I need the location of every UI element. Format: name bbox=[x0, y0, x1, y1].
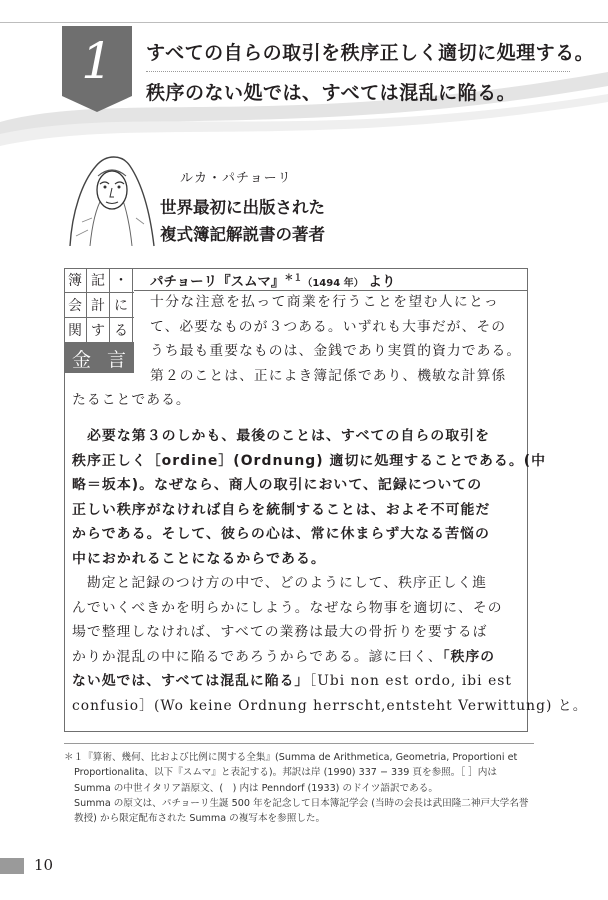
label-char-big: 言 bbox=[106, 348, 126, 371]
source-title: パチョーリ『スムマ』 bbox=[150, 274, 285, 290]
text-line bbox=[72, 669, 522, 694]
text-line: 中におかれることになるからである。 bbox=[72, 550, 326, 567]
text-line: 第２のことは、正によき簿記係であり、機敏な計算係 bbox=[150, 367, 507, 384]
footnote-line: Proportionalita、以下『スムマ』と表記する)。邦訳は岸 (1990) 337 − 339 頁を参照。［ ］内は bbox=[74, 767, 497, 779]
author-desc-line-2: 複式簿記解説書の著者 bbox=[160, 225, 325, 244]
footnote-line: ＊１『算術、幾何、比および比例に関する全集』(Summa de Arithmetica, Geometria, Proportioni et bbox=[64, 752, 518, 763]
headline-line-1: すべての自らの取引を秩序正しく適切に処理する。 bbox=[146, 42, 595, 64]
author-desc-line-1: 世界最初に出版された bbox=[160, 198, 325, 217]
label-char-big: 金 bbox=[71, 348, 91, 371]
text-line bbox=[72, 645, 522, 670]
footnotes bbox=[64, 750, 538, 826]
text-line: 秩序正しく［ordine］(Ordnung) 適切に処理することである。(中 bbox=[72, 452, 547, 469]
author-description bbox=[160, 194, 420, 248]
quote-paragraph-1 bbox=[72, 290, 522, 413]
headline-dotted-rule bbox=[146, 71, 570, 72]
footnote-line: Summa の中世イタリア語原文、( ) 内は Penndorf (1933) のドイツ語訳である。 bbox=[74, 782, 438, 794]
latin-original: ［Ubi non est ordo, ibi est bbox=[309, 673, 513, 690]
footnote-line: 教授) から限定配布された Summa の複写本を参照した。 bbox=[74, 813, 326, 825]
footnote-rule bbox=[64, 743, 534, 744]
text-line: 勘定と記録のつけ方の中で、どのようにして、秩序正しく進 bbox=[72, 575, 488, 591]
text-line: たることである。 bbox=[72, 392, 191, 409]
proverb-emphasis: ない処では、すべては混乱に陥る」 bbox=[72, 673, 310, 690]
text-line: 略＝坂本)。なぜなら、商人の取引において、記録についての bbox=[72, 477, 483, 494]
top-rule bbox=[0, 22, 608, 23]
page-number-bar bbox=[0, 858, 24, 874]
label-char: 計 bbox=[87, 293, 110, 317]
page-number: 10 bbox=[34, 856, 54, 874]
text-line: んでいくべきかを明らかにしよう。なぜなら物事を適切に、その bbox=[72, 599, 503, 616]
text-line: 必要な第３のしかも、最後のことは、すべての自らの取引を bbox=[72, 428, 491, 444]
chapter-badge bbox=[62, 26, 132, 112]
proverb-emphasis: 「秩序の bbox=[442, 648, 496, 665]
text-line: 十分な注意を払って商業を行うことを望む人にとっ bbox=[150, 294, 500, 310]
label-char: 記 bbox=[87, 268, 110, 292]
label-char: す bbox=[87, 318, 110, 342]
label-char: る bbox=[110, 318, 133, 342]
label-char: ・ bbox=[110, 268, 133, 292]
quote-source bbox=[150, 270, 395, 290]
author-name: ルカ・パチョーリ bbox=[180, 171, 292, 186]
source-footnote-mark: ＊１ bbox=[284, 273, 303, 284]
text-line: うち最も重要なものは、金銭であり実質的資力である。 bbox=[150, 343, 522, 360]
label-char: 関 bbox=[64, 318, 87, 342]
quote-paragraph-2 bbox=[72, 424, 547, 572]
label-char: 会 bbox=[64, 293, 87, 317]
label-char: に bbox=[110, 293, 133, 317]
source-year: （1494 年） bbox=[302, 278, 364, 289]
text-line: 正しい秩序がなければ自らを統制することは、およそ不可能だ bbox=[72, 501, 491, 518]
text-line: 場で整理しなければ、すべての業務は最大の骨折りを要するば bbox=[72, 624, 488, 641]
pacioli-portrait-illustration bbox=[62, 152, 160, 248]
text-line: からである。そして、彼らの心は、常に休まらず大なる苦悩の bbox=[72, 526, 490, 543]
text-run: かりか混乱の中に陥るであろうからである。諺に曰く、 bbox=[72, 648, 443, 665]
headline-line-2: 秩序のない処では、すべては混乱に陥る。 bbox=[146, 82, 517, 104]
text-line: て、必要なものが３つある。いずれも大事だが、その bbox=[150, 318, 507, 335]
quote-paragraph-3 bbox=[72, 571, 588, 719]
label-char: 簿 bbox=[64, 268, 87, 292]
chapter-number: 1 bbox=[81, 32, 113, 90]
source-suffix: より bbox=[368, 274, 396, 290]
footnote-line: Summa の原文は、パチョーリ生誕 500 年を記念して日本簿記学会 (当時の会長は武田隆二神戸大学名誉 bbox=[74, 797, 529, 809]
text-line: confusio］(Wo keine Ordnung herrscht,entsteht Verwittung) と。 bbox=[72, 697, 588, 714]
